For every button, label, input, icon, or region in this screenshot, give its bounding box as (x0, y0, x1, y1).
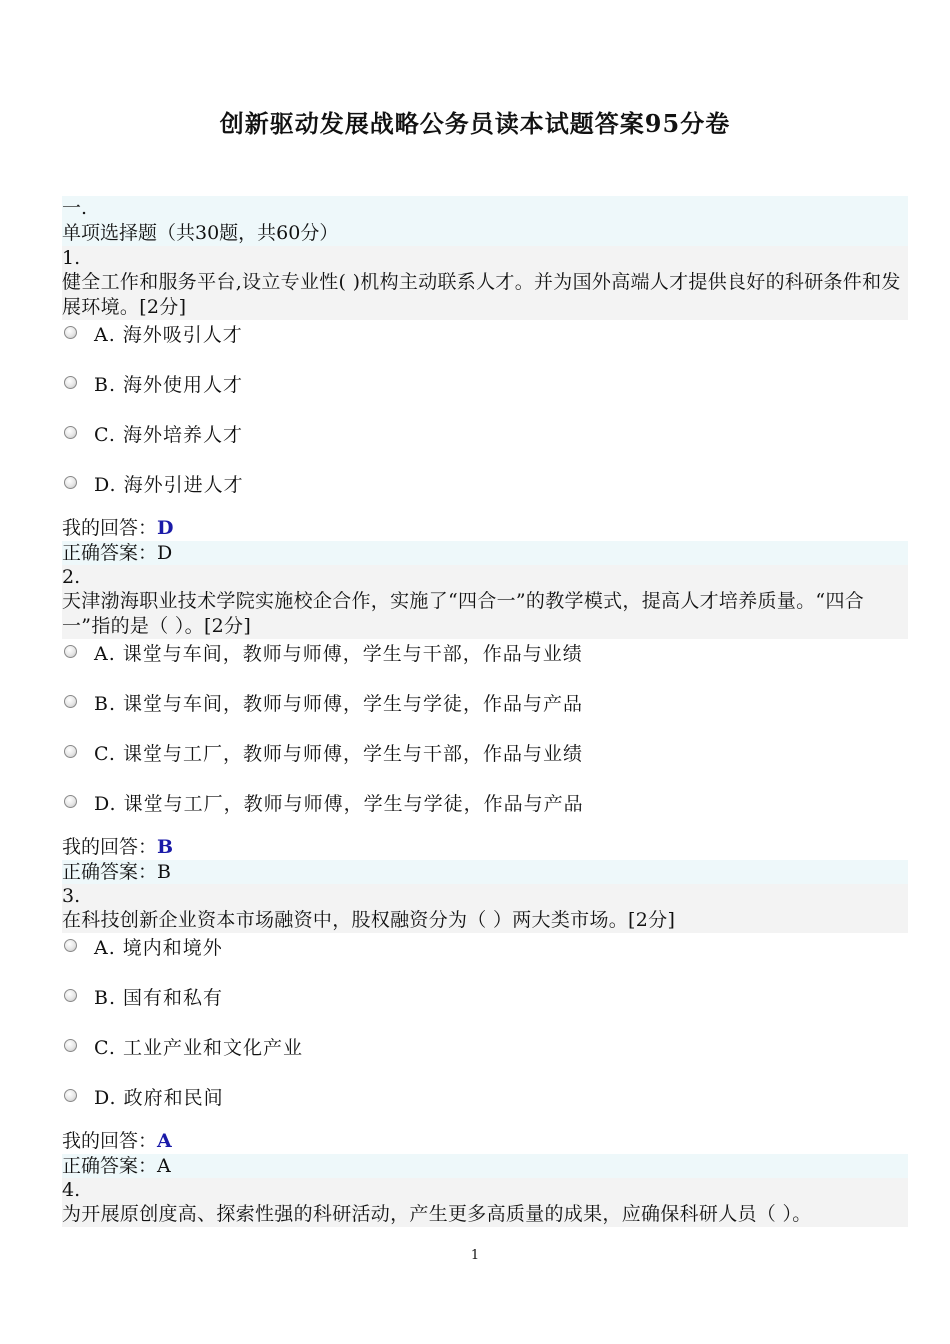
my-answer-value: A (157, 1130, 172, 1152)
option-label: A. 课堂与车间，教师与师傅，学生与干部，作品与业绩 (94, 643, 583, 665)
quiz-content (62, 196, 908, 1227)
option-c[interactable] (62, 420, 908, 470)
option-b[interactable] (62, 983, 908, 1033)
correct-answer: 正确答案：B (62, 860, 908, 884)
option-list (62, 933, 908, 1133)
radio-button-icon[interactable] (64, 989, 77, 1002)
radio-button-icon[interactable] (64, 939, 77, 952)
option-c[interactable] (62, 739, 908, 789)
option-label: A. 境内和境外 (94, 937, 223, 959)
option-list (62, 639, 908, 839)
option-b[interactable] (62, 370, 908, 420)
my-answer-value: D (157, 517, 174, 539)
question-text: 为开展原创度高、探索性强的科研活动，产生更多高质量的成果，应确保科研人员（ ）。 (62, 1202, 908, 1227)
option-b[interactable] (62, 689, 908, 739)
my-answer-label: 我的回答： (62, 836, 158, 858)
option-d[interactable] (62, 1083, 908, 1133)
my-answer-label: 我的回答： (62, 517, 158, 539)
option-d[interactable] (62, 789, 908, 839)
my-answer-value: B (157, 836, 174, 858)
option-label: B. 课堂与车间，教师与师傅，学生与学徒，作品与产品 (94, 693, 584, 715)
question-number: 2. (62, 565, 908, 589)
radio-button-icon[interactable] (64, 426, 77, 439)
radio-button-icon[interactable] (64, 1089, 77, 1102)
option-label: D. 课堂与工厂，教师与师傅，学生与学徒，作品与产品 (94, 793, 584, 815)
question-number: 3. (62, 884, 908, 908)
option-label: C. 工业产业和文化产业 (94, 1037, 303, 1059)
radio-button-icon[interactable] (64, 745, 77, 758)
question-2 (62, 565, 908, 884)
question-4 (62, 1178, 908, 1227)
option-list (62, 320, 908, 520)
option-label: D. 海外引进人才 (94, 474, 244, 496)
option-d[interactable] (62, 470, 908, 520)
radio-button-icon[interactable] (64, 1039, 77, 1052)
option-a[interactable] (62, 320, 908, 370)
option-label: C. 海外培养人才 (94, 424, 243, 446)
question-3 (62, 884, 908, 1178)
radio-button-icon[interactable] (64, 476, 77, 489)
my-answer-label: 我的回答： (62, 1130, 158, 1152)
correct-answer: 正确答案：A (62, 1154, 908, 1178)
option-label: B. 国有和私有 (94, 987, 224, 1009)
question-1 (62, 246, 908, 565)
question-text: 天津渤海职业技术学院实施校企合作，实施了“四合一”的教学模式，提高人才培养质量。“四合一”指的是（ ）。[2分] (62, 589, 908, 639)
option-c[interactable] (62, 1033, 908, 1083)
document-title: 创新驱动发展战略公务员读本试题答案95分卷 (219, 109, 731, 138)
question-text: 健全工作和服务平台,设立专业性( )机构主动联系人才。并为国外高端人才提供良好的科研条件和发展环境。[2分] (62, 270, 908, 320)
option-a[interactable] (62, 933, 908, 983)
section-number: 一. (62, 197, 88, 219)
page-number: 1 (470, 1248, 480, 1263)
question-number: 1. (62, 246, 908, 270)
radio-button-icon[interactable] (64, 326, 77, 339)
option-label: A. 海外吸引人才 (94, 324, 243, 346)
question-text: 在科技创新企业资本市场融资中，股权融资分为（ ）两大类市场。[2分] (62, 908, 908, 933)
section-label: 单项选择题（共30题，共60分） (62, 222, 339, 244)
correct-answer: 正确答案：D (62, 541, 908, 565)
radio-button-icon[interactable] (64, 645, 77, 658)
option-label: D. 政府和民间 (94, 1087, 224, 1109)
radio-button-icon[interactable] (64, 695, 77, 708)
question-number: 4. (62, 1178, 908, 1202)
option-label: B. 海外使用人才 (94, 374, 244, 396)
option-a[interactable] (62, 639, 908, 689)
radio-button-icon[interactable] (64, 795, 77, 808)
option-label: C. 课堂与工厂，教师与师傅，学生与干部，作品与业绩 (94, 743, 583, 765)
radio-button-icon[interactable] (64, 376, 77, 389)
section-header (62, 196, 908, 246)
